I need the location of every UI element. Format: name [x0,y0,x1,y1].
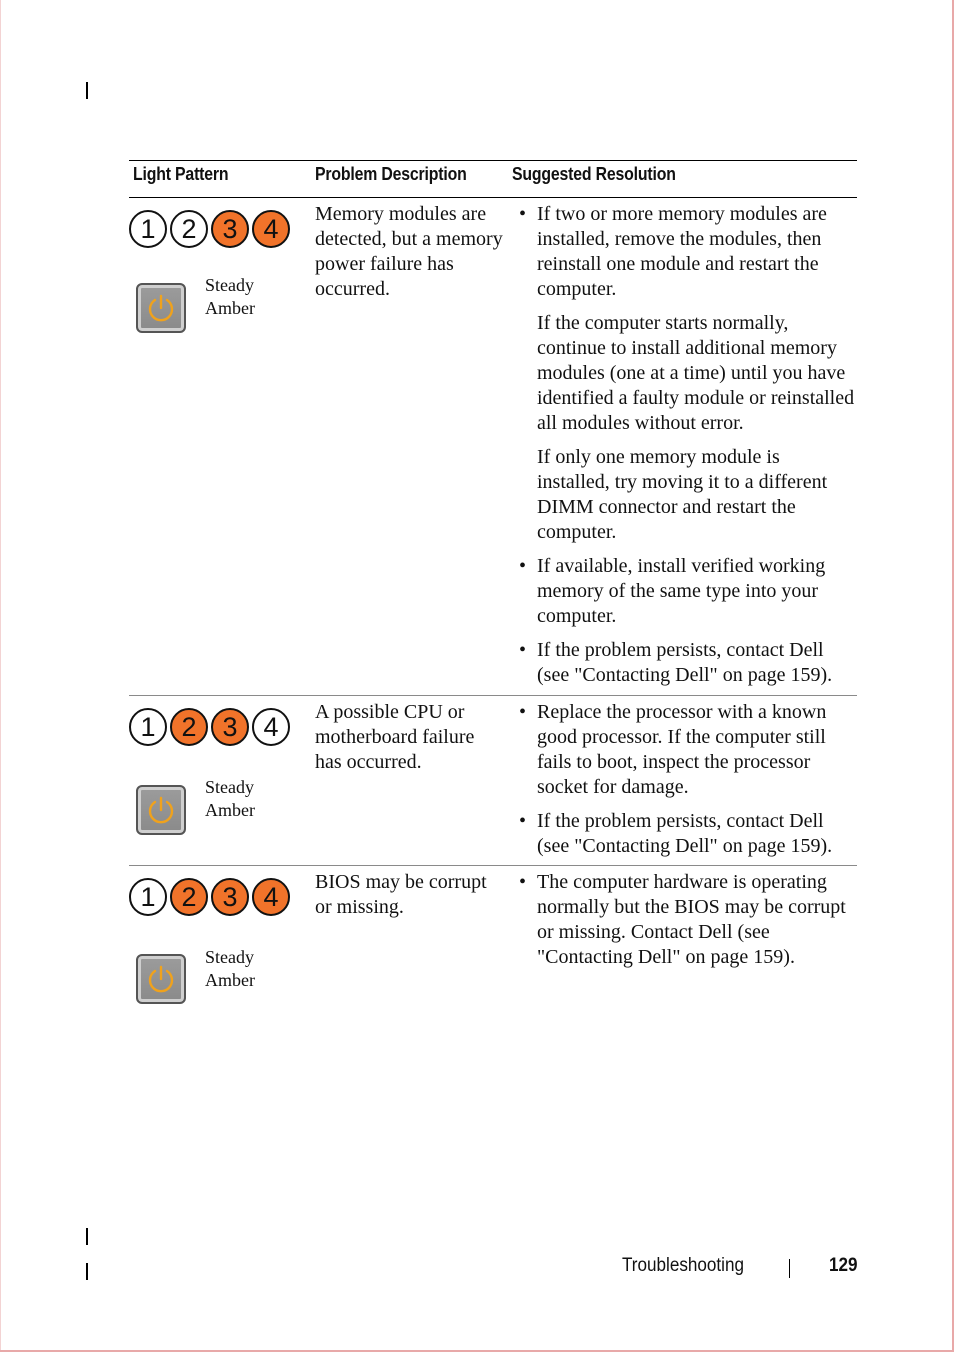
led-3: 3 [211,708,249,746]
diagnostic-leds [129,878,299,918]
crop-mark-bottom-1 [86,1228,88,1245]
power-state-line1: Steady [205,275,254,295]
crop-mark-bottom-2 [86,1263,88,1280]
resolution-item: • The computer hardware is operating normally but the BIOS may be corrupt or missing. Contact Dell (see "Contacting Dell" on page 159). [537,870,855,970]
header-light-pattern: Light Pattern [133,164,229,184]
led-3: 3 [211,878,249,916]
resolution-item: If only one memory module is installed, try moving it to a different DIMM connector and restart the computer. [537,446,828,543]
resolution-item: • If the problem persists, contact Dell (see "Contacting Dell" on page 159). [537,638,855,688]
suggested-resolution [515,202,855,697]
led-2: 2 [170,878,208,916]
table-row [129,866,857,1026]
suggested-resolution [515,700,855,868]
power-icon [144,793,178,827]
header-problem-description: Problem Description [315,164,467,184]
page-edge-left [0,0,1,1352]
table-row [129,198,857,696]
resolution-item: If the computer starts normally, continue to install additional memory modules (one at a time) until you have identified a faulty module or reinstalled all modules without error. [537,312,855,434]
led-1: 1 [129,210,167,248]
power-icon [144,291,178,325]
table-header [129,160,857,198]
table-row [129,696,857,866]
diagnostic-leds [129,708,299,748]
problem-description: BIOS may be corrupt or missing. [315,871,487,918]
power-state-line1: Steady [205,947,254,967]
led-4: 4 [252,210,290,248]
problem-description: A possible CPU or motherboard failure has occurred. [315,701,475,773]
power-icon [144,962,178,996]
footer-separator [789,1259,790,1278]
footer-section-title: Troubleshooting [622,1255,745,1276]
power-state-line2: Amber [205,970,255,990]
power-state-line2: Amber [205,800,255,820]
led-1: 1 [129,708,167,746]
problem-description: Memory modules are detected, but a memory power failure has occurred. [315,203,503,300]
led-3: 3 [211,210,249,248]
resolution-item: • If two or more memory modules are installed, remove the modules, then reinstall one module and restart the computer. [537,202,855,302]
led-4: 4 [252,878,290,916]
led-4: 4 [252,708,290,746]
power-state-label [205,776,255,822]
led-1: 1 [129,878,167,916]
resolution-item: • Replace the processor with a known good processor. If the computer still fails to boot, inspect the processor socket for damage. [537,700,855,800]
suggested-resolution [515,870,855,979]
resolution-item: • If available, install verified working memory of the same type into your computer. [537,554,855,629]
diagnostic-lights-table [129,160,857,1026]
led-2: 2 [170,708,208,746]
led-2: 2 [170,210,208,248]
diagnostic-leds [129,210,299,250]
power-button [136,283,186,333]
page-number: 129 [829,1255,858,1276]
power-state-line1: Steady [205,777,254,797]
power-button [136,785,186,835]
header-suggested-resolution: Suggested Resolution [512,164,676,184]
power-state-label [205,946,255,992]
crop-mark-top [86,82,88,99]
power-state-label [205,274,255,320]
power-state-line2: Amber [205,298,255,318]
resolution-item: • If the problem persists, contact Dell (see "Contacting Dell" on page 159). [537,809,855,859]
power-button [136,954,186,1004]
